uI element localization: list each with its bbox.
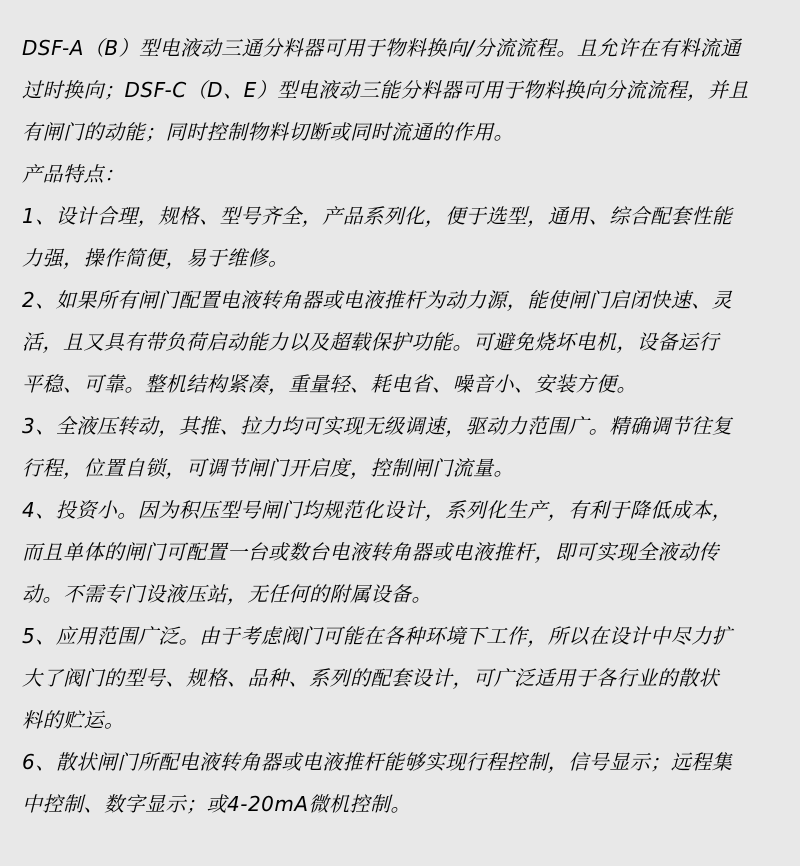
feature-1-line-2: 力强，操作简便，易于维修。 <box>22 246 289 270</box>
feature-6-line-1: 6、散状闸门所配电液转角器或电液推杆能够实现行程控制，信号显示；远程集 <box>22 750 733 774</box>
feature-6-line-2: 中控制、数字显示；或4-20mA微机控制。 <box>22 792 412 816</box>
paragraph-intro-line-1: DSF-A（B）型电液动三通分料器可用于物料换向/分流流程。且允许在有料流通 <box>22 36 741 60</box>
feature-3-line-2: 行程，位置自锁，可调节闸门开启度，控制闸门流量。 <box>22 456 514 480</box>
feature-4-line-1: 4、投资小。因为积压型号闸门均规范化设计，系列化生产，有利于降低成本， <box>22 498 733 522</box>
feature-5-line-3: 料的贮运。 <box>22 708 125 732</box>
feature-5-line-2: 大了阀门的型号、规格、品种、系列的配套设计，可广泛适用于各行业的散状 <box>22 666 719 690</box>
feature-2-line-1: 2、如果所有闸门配置电液转角器或电液推杆为动力源，能使闸门启闭快速、灵 <box>22 288 733 312</box>
feature-3-line-1: 3、全液压转动，其推、拉力均可实现无级调速，驱动力范围广。精确调节往复 <box>22 414 733 438</box>
document-body <box>22 33 782 831</box>
features-heading: 产品特点： <box>22 162 125 186</box>
paragraph-intro-line-2: 过时换向；DSF-C（D、E）型电液动三能分料器可用于物料换向分流流程，并且 <box>22 78 749 102</box>
feature-2-line-3: 平稳、可靠。整机结构紧凑，重量轻、耗电省、噪音小、安装方便。 <box>22 372 637 396</box>
feature-2-line-2: 活，且又具有带负荷启动能力以及超载保护功能。可避免烧坏电机，设备运行 <box>22 330 719 354</box>
feature-4-line-3: 动。不需专门设液压站，无任何的附属设备。 <box>22 582 432 606</box>
feature-5-line-1: 5、应用范围广泛。由于考虑阀门可能在各种环境下工作，所以在设计中尽力扩 <box>22 624 733 648</box>
feature-4-line-2: 而且单体的闸门可配置一台或数台电液转角器或电液推杆，即可实现全液动传 <box>22 540 719 564</box>
feature-1-line-1: 1、设计合理，规格、型号齐全，产品系列化，便于选型，通用、综合配套性能 <box>22 204 733 228</box>
paragraph-intro-line-3: 有闸门的动能；同时控制物料切断或同时流通的作用。 <box>22 120 514 144</box>
